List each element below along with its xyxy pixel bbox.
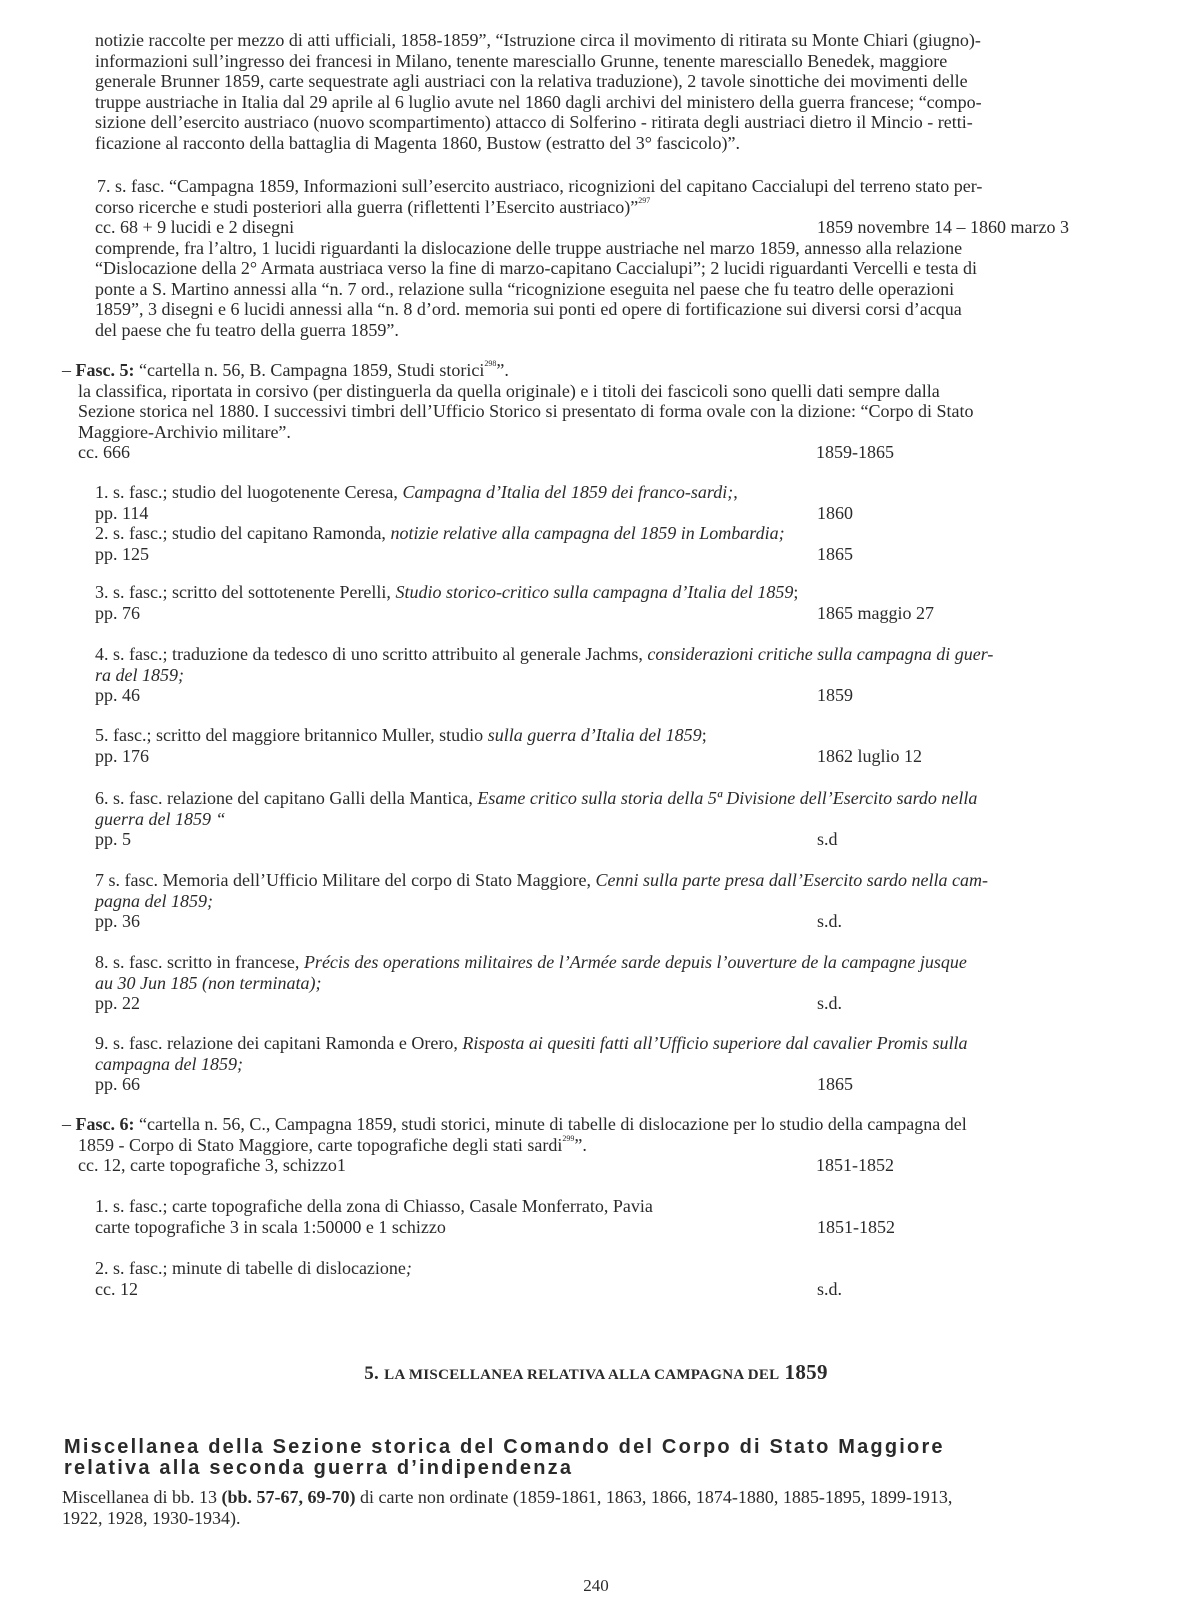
intro-line: informazioni sull’ingresso dei francesi in Milano, tenente maresciallo Grunne, tenente maresciallo Benedek, maggiore: [95, 50, 948, 71]
item-date: s.d.: [817, 1278, 843, 1299]
fasc-5-desc-line: Maggiore-Archivio militare”.: [78, 421, 291, 442]
item-title-cont: pagna del 1859;: [95, 890, 213, 911]
item-7-desc-line: comprende, fra l’altro, 1 lucidi riguardanti la dislocazione delle truppe austriache nel marzo 1859, annesso alla relazione: [95, 237, 963, 258]
item-7-desc-line: ponte a S. Martino annessi alla “n. 7 ord., relazione sulla “ricognizione eseguita nel paese che fu teatro delle operazioni: [95, 278, 955, 299]
item-date: 1865: [817, 543, 853, 564]
dash: –: [62, 360, 71, 380]
item-punct: ,: [733, 482, 738, 502]
item-carte: cc. 12: [95, 1278, 138, 1299]
item-text: 6. s. fasc. relazione del capitano Galli della Mantica,: [95, 788, 478, 808]
item-date: 1851-1852: [817, 1216, 895, 1237]
fasc-5-desc-line: la classifica, riportata in corsivo (per distinguerla da quella originale) e i titoli dei fascicoli sono quelli dati sempre dalla: [78, 380, 940, 401]
fasc-5-title: “cartella n. 56, B. Campagna 1859, Studi storici: [138, 360, 485, 380]
item-text: 3. s. fasc.; scritto del sottotenente Perelli,: [95, 582, 396, 602]
fasc-6-date: 1851-1852: [816, 1155, 894, 1175]
miscellanea-text-cont: 1922, 1928, 1930-1934).: [62, 1507, 241, 1528]
item-pages: pp. 5: [95, 829, 131, 849]
intro-line: notizie raccolte per mezzo di atti ufficiali, 1858-1859”, “Istruzione circa il movimento di ritirata su Monte Chiari (giugno)-: [95, 30, 981, 50]
intro-paragraph: [95, 30, 1107, 153]
footnote-ref: 298: [484, 359, 497, 368]
fasc-5-item-2: [95, 523, 1107, 564]
item-text: 2. s. fasc.; studio del capitano Ramonda,: [95, 523, 391, 543]
item-7-desc-line: del paese che fu teatro della guerra 1859”.: [95, 319, 399, 340]
miscellanea-title-line: relativa alla seconda guerra d’indipendenza: [64, 1457, 574, 1479]
miscellanea-title-line: Miscellanea della Sezione storica del Comando del Corpo di Stato Maggiore: [64, 1436, 945, 1458]
item-pages: pp. 66: [95, 1074, 140, 1094]
item-date: s.d.: [817, 911, 843, 931]
fasc-5-desc-line: Sezione storica nel 1880. I successivi timbri dell’Ufficio Storico si presentato di forma ovale con la dizione: “Corpo di Stato: [78, 401, 974, 421]
fasc-5-item-8: [95, 952, 1107, 1014]
item-text: 8. s. fasc. scritto in francese,: [95, 952, 304, 972]
section-title: LA MISCELLANEA RELATIVA ALLA CAMPAGNA DEL: [384, 1367, 780, 1383]
fasc-6-item-1: [95, 1196, 1107, 1237]
item-7-carte-row: [95, 217, 1107, 238]
item-date: s.d: [817, 829, 838, 849]
item-title: Cenni sulla parte presa dall’Esercito sardo nella cam-: [595, 870, 989, 890]
section-heading: [0, 1360, 1192, 1385]
item-text: 1. s. fasc.; carte topografiche della zona di Chiasso, Casale Monferrato, Pavia: [95, 1196, 653, 1216]
intro-line: ficazione al racconto della battaglia di Magenta 1860, Bustow (estratto del 3° fascicolo)”.: [95, 132, 740, 153]
item-7-desc-line: “Dislocazione della 2° Armata austriaca verso la fine di marzo-capitano Caccialupi”; 2 lucidi riguardanti Vercelli e testa di: [95, 258, 978, 278]
intro-line: truppe austriache in Italia dal 29 aprile al 6 luglio avute nel 1860 dagli archivi del ministero della guerra francese; “compo-: [95, 91, 982, 112]
item-7-title-text: corso ricerche e studi posteriori alla guerra (riflettenti l’Esercito austriaco)”: [95, 196, 639, 217]
item-title-cont: campagna del 1859;: [95, 1053, 243, 1074]
fasc-6-title-cont: 1859 - Corpo di Stato Maggiore, carte topografiche degli stati sardi: [78, 1134, 563, 1155]
item-7-title-cont: [95, 197, 1107, 218]
item-date: 1860: [817, 502, 853, 523]
fasc-6-carte-row: [78, 1155, 1107, 1176]
fasc-6-header: [62, 1114, 1107, 1176]
section-year: 1859: [784, 1360, 828, 1384]
item-7-entry: [95, 176, 1107, 340]
dash: –: [62, 1114, 71, 1134]
fasc-5-item-9: [95, 1033, 1107, 1095]
intro-line: sizione dell’esercito austriaco (nuovo scompartimento) attacco di Solferino - ritirata degli austriaci dietro il Mincio - retti-: [95, 112, 973, 132]
fasc-6-desc: [62, 1135, 1107, 1176]
footnote-ref: 297: [638, 195, 651, 205]
item-title-cont: guerra del 1859 “: [95, 808, 226, 829]
fasc-5-label: Fasc. 5:: [75, 360, 135, 380]
fasc-5-desc: [62, 381, 1107, 463]
item-text: 1. s. fasc.; studio del luogotenente Ceresa,: [95, 482, 403, 502]
section-number: 5.: [364, 1363, 380, 1384]
item-7-date: 1859 novembre 14 – 1860 marzo 3: [817, 217, 1069, 237]
item-punct: ;: [793, 582, 799, 602]
miscellanea-text: Miscellanea di bb. 13: [62, 1487, 222, 1507]
item-pages: pp. 114: [95, 502, 149, 523]
item-date: s.d.: [817, 993, 843, 1013]
item-title: Esame critico sulla storia della 5ª Divisione dell’Esercito sardo nella: [477, 788, 978, 808]
fasc-5-item-7: [95, 870, 1107, 932]
item-punct: ;: [405, 1258, 412, 1278]
item-pages: pp. 22: [95, 993, 140, 1013]
fasc-6-title-line: [62, 1114, 1107, 1135]
fasc-5-carte-row: [78, 442, 1107, 463]
fasc-5-item-4: [95, 644, 1107, 706]
fasc-5-header: [62, 360, 1107, 463]
fasc-6-title: “cartella n. 56, C., Campagna 1859, studi storici, minute di tabelle di dislocazione per lo studio della campagna del: [138, 1114, 967, 1134]
fasc-6-title-end: ”.: [574, 1134, 587, 1155]
fasc-5-item-1: [95, 482, 1107, 523]
fasc-6-item-2: [95, 1258, 1107, 1299]
item-carte: carte topografiche 3 in scala 1:50000 e 1 schizzo: [95, 1216, 446, 1237]
item-punct: ;: [701, 725, 707, 745]
item-title: considerazioni critiche sulla campagna di guer-: [647, 644, 994, 664]
item-title: Risposta ai quesiti fatti all’Ufficio superiore dal cavalier Promis sulla: [462, 1033, 968, 1053]
item-pages: pp. 36: [95, 911, 140, 931]
item-pages: pp. 76: [95, 602, 140, 623]
item-text: 2. s. fasc.; minute di tabelle di dislocazione: [95, 1258, 406, 1278]
item-text: 5. fasc.; scritto del maggiore britannico Muller, studio: [95, 725, 488, 745]
item-title-cont: au 30 Jun 185 (non terminata);: [95, 972, 322, 993]
fasc-5-item-6: [95, 788, 1107, 850]
item-text: 9. s. fasc. relazione dei capitani Ramonda e Orero,: [95, 1033, 463, 1053]
item-title: Campagna d’Italia del 1859 dei franco-sardi;: [402, 482, 734, 502]
item-title: notizie relative alla campagna del 1859 in Lombardia;: [390, 523, 785, 543]
item-text: 4. s. fasc.; traduzione da tedesco di uno scritto attribuito al generale Jachms,: [95, 644, 648, 664]
fasc-5-carte: cc. 666: [78, 442, 130, 462]
intro-line: generale Brunner 1859, carte sequestrate agli austriaci con la relativa traduzione), 2 tavole sinottiche dei movimenti delle: [95, 71, 968, 91]
item-date: 1859: [817, 685, 853, 705]
item-title: Précis des operations militaires de l’Armée sarde depuis l’ouverture de la campagne jusque: [303, 952, 967, 972]
miscellanea-desc: [62, 1487, 1107, 1528]
item-title: Studio storico-critico sulla campagna d’Italia del 1859: [395, 582, 794, 602]
item-date: 1862 luglio 12: [817, 745, 923, 766]
miscellanea-buste: (bb. 57-67, 69-70): [221, 1487, 356, 1507]
item-date: 1865 maggio 27: [817, 602, 934, 623]
item-text: 7 s. fasc. Memoria dell’Ufficio Militare del corpo di Stato Maggiore,: [95, 870, 596, 890]
miscellanea-title: [64, 1437, 1164, 1479]
item-pages: pp. 125: [95, 543, 149, 564]
item-7-carte: cc. 68 + 9 lucidi e 2 disegni: [95, 217, 295, 237]
miscellanea-text: di carte non ordinate (1859-1861, 1863, 1866, 1874-1880, 1885-1895, 1899-1913,: [355, 1487, 953, 1507]
item-pages: pp. 46: [95, 685, 140, 705]
fasc-6-label: Fasc. 6:: [75, 1114, 135, 1134]
item-7-title: 7. s. fasc. “Campagna 1859, Informazioni sull’esercito austriaco, ricognizioni del capitano Caccialupi del terreno stato per-: [97, 176, 983, 196]
fasc-5-item-3: [95, 582, 1107, 623]
fasc-5-item-5: [95, 725, 1107, 766]
fasc-5-date: 1859-1865: [816, 442, 894, 462]
item-pages: pp. 176: [95, 745, 149, 766]
fasc-5-title-line: [62, 360, 1107, 381]
fasc-5-title-end: ”.: [496, 360, 509, 380]
page-number: 240: [583, 1576, 609, 1595]
item-title: sulla guerra d’Italia del 1859: [487, 725, 702, 745]
item-title-cont: ra del 1859;: [95, 664, 184, 685]
footnote-ref: 299: [562, 1133, 575, 1143]
item-date: 1865: [817, 1074, 853, 1094]
item-7-desc-line: 1859”, 3 disegni e 6 lucidi annessi alla “n. 8 d’ord. memoria sui ponti ed opere di fortificazione sui diversi corsi d’acqua: [95, 299, 962, 319]
fasc-6-carte: cc. 12, carte topografiche 3, schizzo1: [78, 1155, 346, 1175]
